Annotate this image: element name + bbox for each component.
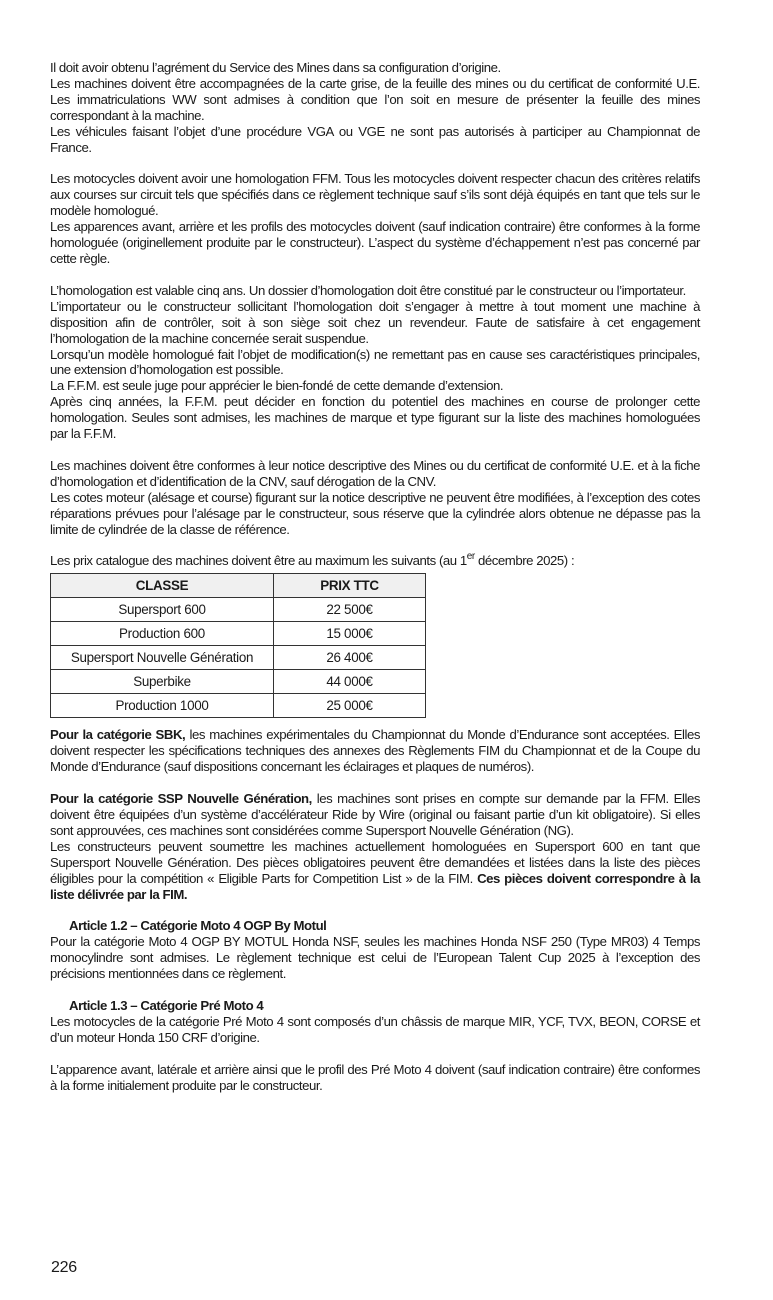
paragraph: Après cinq années, la F.F.M. peut décider en fonction du potentiel des machines en course de prolonger cette homologation. Seules sont admises, les machines de marque et type figurant sur la liste des machines homologuées par la F.F.M.: [50, 394, 700, 442]
document-page: [50, 60, 700, 1094]
spacer: [50, 775, 700, 791]
paragraph: Les motocycles doivent avoir une homologation FFM. Tous les motocycles doivent respecter chacun des critères relatifs aux courses sur circuit tels que spécifiés dans ce règlement technique sauf s’ils sont déjà équipés en tant que tels sur le modèle homologué.: [50, 171, 700, 219]
article-1-3-text-2: L’apparence avant, latérale et arrière ainsi que le profil des Pré Moto 4 doivent (sauf indication contraire) être conformes à la forme initialement produite par le constructeur.: [50, 1061, 700, 1093]
sbk-label: Pour la catégorie SBK,: [50, 727, 186, 743]
class-cell: Supersport 600: [51, 598, 274, 622]
column-header-prix: PRIX TTC: [274, 574, 426, 598]
spacer: [50, 1046, 700, 1062]
paragraph: L’importateur ou le constructeur sollicitant l’homologation doit s’engager à mettre à tout moment une machine à disposition afin de contrôler, soit à son siège soit chez un revendeur. Faute de satisfaire à cet engagement l’homologation de la machine concernée serait suspendue.: [50, 298, 700, 346]
table-row: [51, 694, 426, 718]
paragraph: Les cotes moteur (alésage et course) figurant sur la notice descriptive ne peuvent être modifiées, à l’exception des cotes réparations prévues pour l’alésage par le constructeur, sous réserve que la cylindrée alors obtenue ne dépasse pas la limite de cylindrée de la classe de référence.: [50, 489, 700, 537]
ssp-paragraph-2: [50, 839, 700, 903]
class-cell: Production 600: [51, 622, 274, 646]
table-row: [51, 670, 426, 694]
price-cell: 25 000€: [274, 694, 426, 718]
spacer: [50, 718, 700, 727]
price-cell: 15 000€: [274, 622, 426, 646]
price-intro: [50, 553, 700, 569]
spacer: [50, 442, 700, 458]
spacer: [50, 902, 700, 918]
sbk-text: les machines expérimentales du Championnat du Monde d’Endurance sont acceptées. Elles doivent respecter les spécifications techniques des annexes des Règlements FIM du Championnat et de la Coupe du Monde d’Endurance (sauf dispositions concernant les éclairages et plaques de numéros).: [50, 727, 700, 775]
page-number: 226: [51, 1259, 77, 1276]
paragraph: Les véhicules faisant l’objet d’une procédure VGA ou VGE ne sont pas autorisés à participer au Championnat de France.: [50, 123, 700, 155]
paragraph: Les machines doivent être accompagnées de la carte grise, de la feuille des mines ou du certificat de conformité U.E. Les immatriculations WW sont admises à condition que l’on soit en mesure de présenter la feuille des mines correspondant à la machine.: [50, 75, 700, 123]
article-1-2-title: Article 1.2 – Catégorie Moto 4 OGP By Motul: [69, 918, 327, 934]
class-cell: Supersport Nouvelle Génération: [51, 646, 274, 670]
column-header-classe: CLASSE: [51, 574, 274, 598]
paragraph: Lorsqu’un modèle homologué fait l’objet de modification(s) ne remettant pas en cause ses caractéristiques principales, une extension d’homologation est possible.: [50, 346, 700, 378]
article-1-3-text: Les motocycles de la catégorie Pré Moto 4 sont composés d’un châssis de marque MIR, YCF, TVX, BEON, CORSE et d’un moteur Honda 150 CRF d’origine.: [50, 1013, 700, 1045]
spacer: [50, 267, 700, 283]
article-1-2-text: Pour la catégorie Moto 4 OGP BY MOTUL Honda NSF, seules les machines Honda NSF 250 (Type MR03) 4 Temps monocylindre sont admises. Le règlement technique est celui de l’European Talent Cup 2025 à l’exception des précisions mentionnées dans ce règlement.: [50, 934, 700, 982]
ssp-text: les machines sont prises en compte sur demande par la FFM. Elles doivent être équipées d’un système d’accélérateur Ride by Wire (original ou faisant partie d’un kit obligatoire). Si elles sont approuvées, ces machines sont considérées comme Supersport Nouvelle Génération (NG).: [50, 791, 700, 838]
price-table: [50, 573, 426, 718]
paragraph: L’homologation est valable cinq ans. Un dossier d’homologation doit être constitué par le constructeur ou l’importateur.: [50, 282, 686, 298]
ssp-text-2: Les constructeurs peuvent soumettre les machines actuellement homologuées en Supersport 600 en tant que Supersport Nouvelle Génération. Des pièces obligatoires peuvent être demandées et listées dans la liste des pièces éligibles pour la compétition « Eligible Parts for Competition List » de la FIM.: [50, 838, 700, 886]
price-intro-sup: er: [466, 551, 475, 563]
sbk-paragraph: [50, 727, 700, 775]
table-row: [51, 622, 426, 646]
paragraph: La F.F.M. est seule juge pour apprécier le bien-fondé de cette demande d’extension.: [50, 378, 504, 394]
table-row: [51, 598, 426, 622]
price-intro-text: Les prix catalogue des machines doivent être au maximum les suivants (au 1: [50, 553, 467, 569]
table-header-row: [51, 574, 426, 598]
class-cell: Production 1000: [51, 694, 274, 718]
article-1-3-title: Article 1.3 – Catégorie Pré Moto 4: [69, 998, 264, 1014]
price-cell: 26 400€: [274, 646, 426, 670]
price-intro-date: décembre 2025) :: [474, 553, 575, 569]
paragraph: Les apparences avant, arrière et les profils des motocycles doivent (sauf indication contraire) être conformes à la forme homologuée (originellement produite par le constructeur). L’aspect du système d’échappement n’est pas concerné par cette règle.: [50, 219, 700, 266]
ssp-bold-2: Ces pièces doivent correspondre à la liste délivrée par la FIM.: [50, 870, 700, 902]
table-row: [51, 646, 426, 670]
spacer: [50, 982, 700, 998]
spacer: [50, 537, 700, 553]
ssp-label: Pour la catégorie SSP Nouvelle Génération,: [50, 791, 312, 807]
price-cell: 22 500€: [274, 598, 426, 622]
class-cell: Superbike: [51, 670, 274, 694]
price-cell: 44 000€: [274, 670, 426, 694]
paragraph: Il doit avoir obtenu l’agrément du Service des Mines dans sa configuration d’origine.: [50, 60, 501, 75]
spacer: [50, 155, 700, 171]
ssp-paragraph: [50, 791, 700, 839]
paragraph: Les machines doivent être conformes à leur notice descriptive des Mines ou du certificat de conformité U.E. et à la fiche d’homologation et d’identification de la CNV, sauf dérogation de la CNV.: [50, 457, 700, 489]
